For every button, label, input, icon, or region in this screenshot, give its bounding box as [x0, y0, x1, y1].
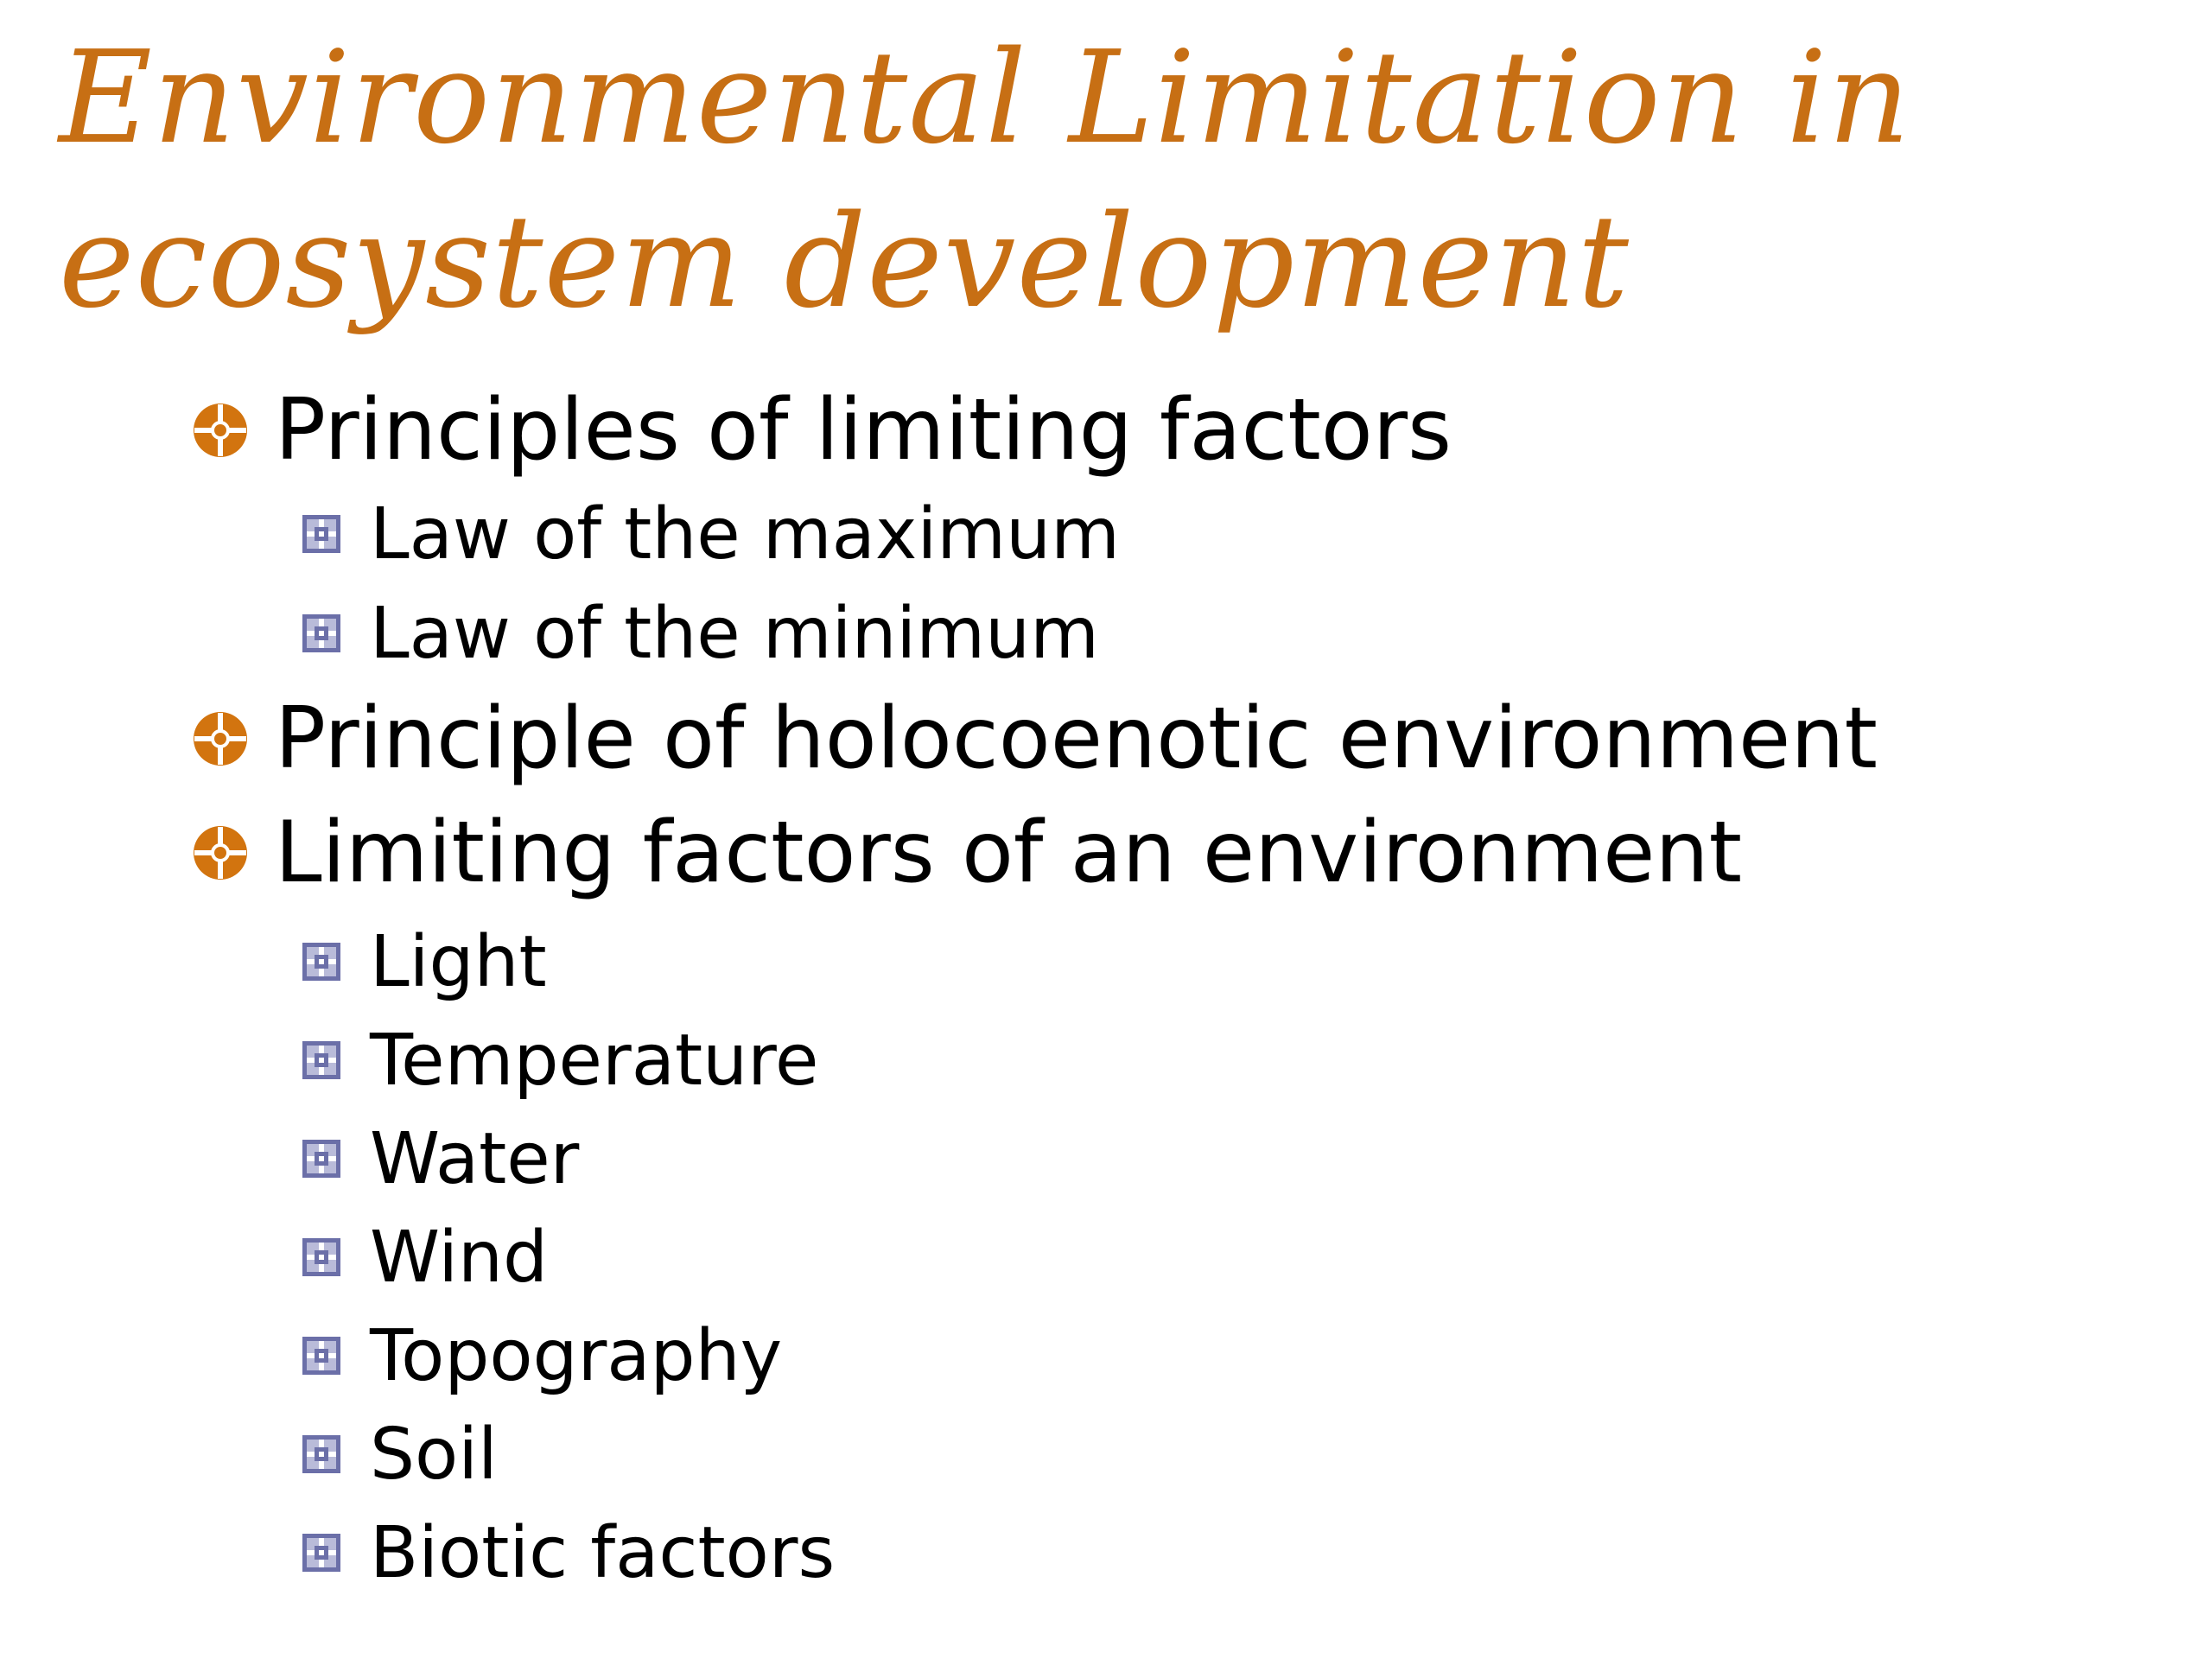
sub-bullet-item: [302, 1210, 548, 1305]
crosshair-circle-icon: [192, 824, 249, 881]
sub-bullet-text: Water: [370, 1117, 580, 1200]
sub-bullet-text: Light: [370, 920, 547, 1003]
bullet-item: [192, 797, 1742, 909]
sub-bullet-text: Law of the minimum: [370, 592, 1099, 675]
sub-bullet-item: [302, 1505, 835, 1600]
square-grid-icon: [302, 1140, 340, 1178]
sub-bullet-text: Topography: [370, 1314, 783, 1397]
sub-bullet-item: [302, 1308, 782, 1403]
crosshair-circle-icon: [192, 402, 249, 459]
square-grid-icon: [302, 1238, 340, 1276]
sub-bullet-item: [302, 486, 1120, 582]
bullet-text: Limiting factors of an environment: [275, 804, 1743, 902]
bullet-text: Principle of holocoenotic environment: [275, 690, 1878, 788]
square-grid-icon: [302, 943, 340, 981]
square-grid-icon: [302, 515, 340, 553]
bullet-text: Principles of limiting factors: [275, 381, 1452, 480]
title-line-1: Environmental Limitation in: [59, 23, 1911, 172]
bullet-item: [192, 374, 1452, 486]
title-line-2: ecosystem development: [59, 188, 1630, 336]
sub-bullet-item: [302, 1013, 818, 1108]
sub-bullet-item: [302, 1111, 579, 1206]
sub-bullet-item: [302, 586, 1099, 681]
slide-title: [59, 16, 2133, 344]
sub-bullet-text: Law of the maximum: [370, 493, 1120, 575]
crosshair-circle-icon: [192, 710, 249, 767]
square-grid-icon: [302, 614, 340, 652]
square-grid-icon: [302, 1041, 340, 1079]
sub-bullet-text: Biotic factors: [370, 1511, 836, 1594]
sub-bullet-text: Temperature: [370, 1019, 819, 1102]
sub-bullet-item: [302, 914, 547, 1009]
square-grid-icon: [302, 1435, 340, 1473]
sub-bullet-text: Soil: [370, 1413, 498, 1496]
sub-bullet-text: Wind: [370, 1216, 549, 1299]
bullet-item: [192, 683, 1878, 795]
sub-bullet-item: [302, 1407, 498, 1502]
square-grid-icon: [302, 1337, 340, 1375]
square-grid-icon: [302, 1534, 340, 1572]
